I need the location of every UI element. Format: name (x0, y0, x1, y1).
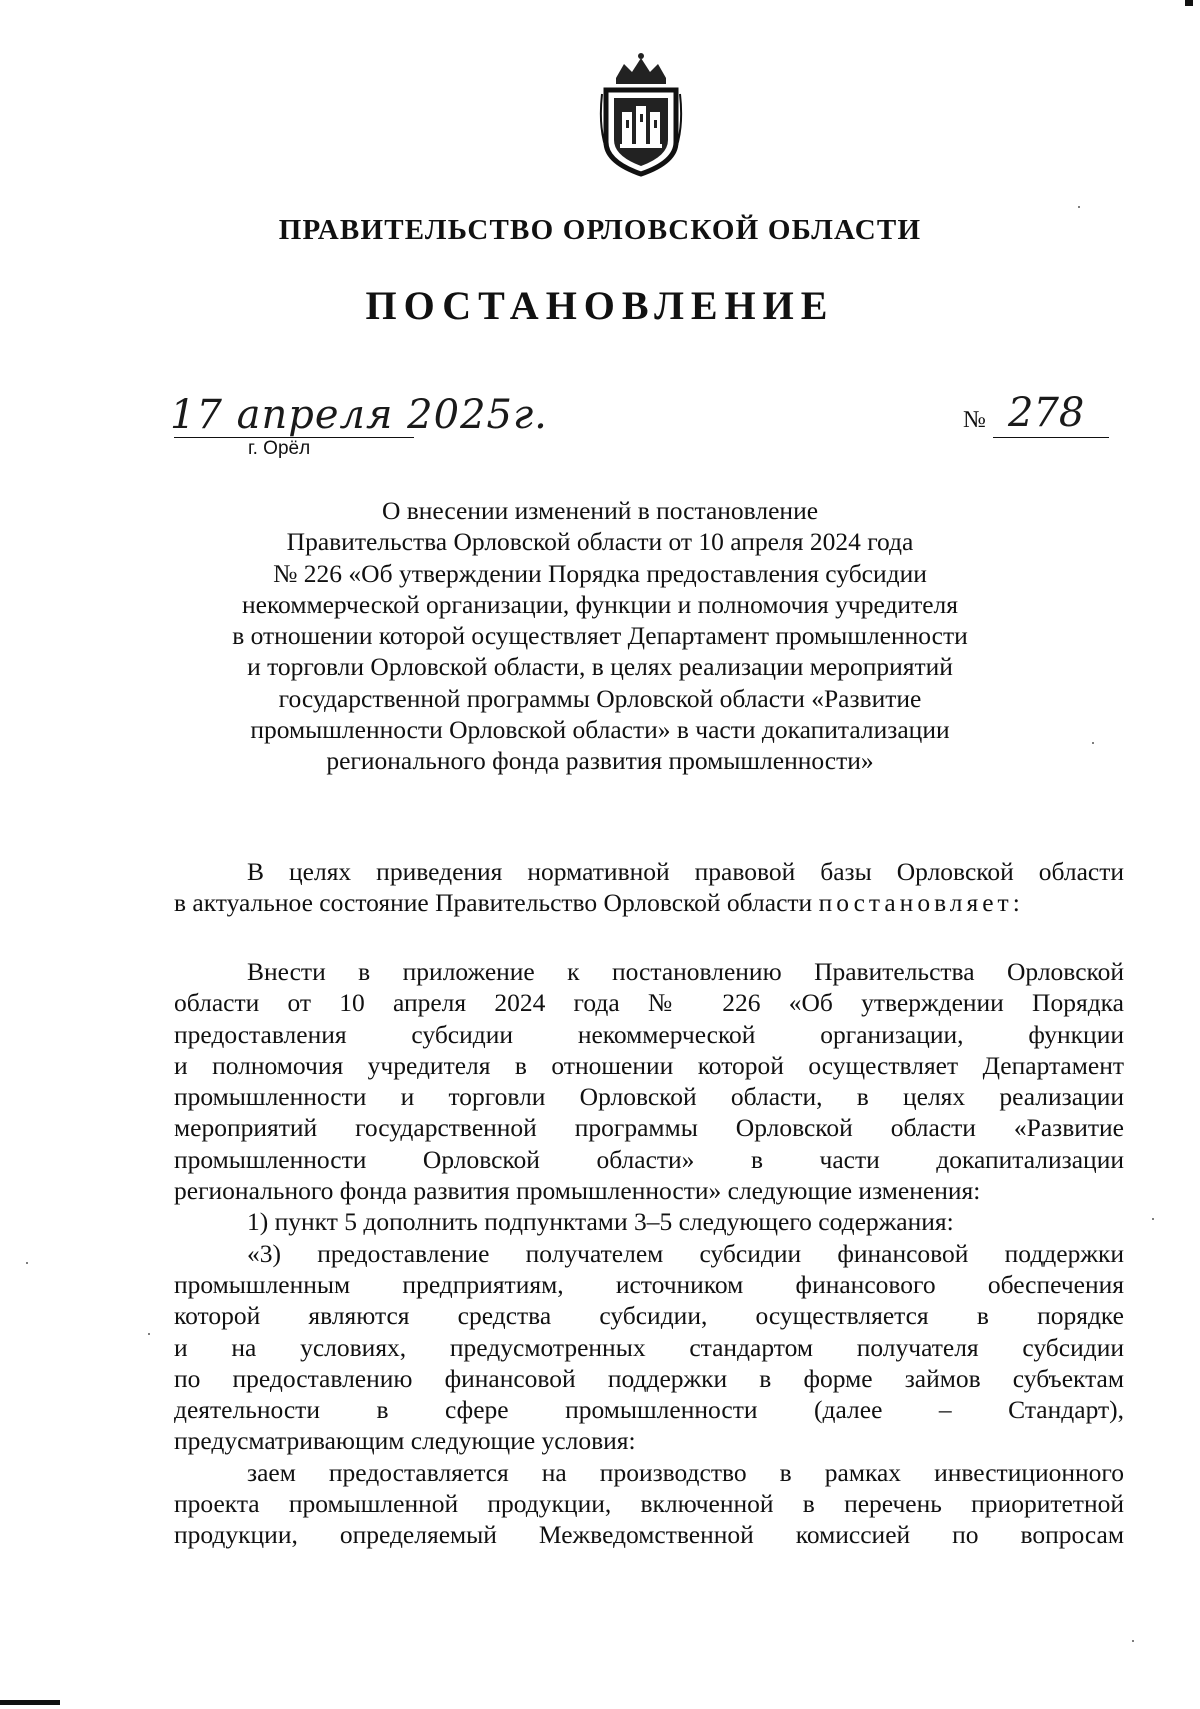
subject-line: О внесении изменений в постановление (381, 496, 819, 525)
subject-line: некоммерческой организации, функции и полномочия учредителя (242, 589, 958, 619)
body-line: Внести в приложение к постановлению Правительства Орловской (247, 957, 1124, 986)
subject-line: промышленности Орловской области» в части докапитализации (250, 715, 950, 745)
body-line: области от 10 апреля 2024 года № 226 «Об утверждении Порядка (174, 988, 1124, 1018)
scan-speck (1152, 1218, 1154, 1220)
body-line: которой являются средства субсидии, осуществляется в порядке (174, 1301, 1124, 1331)
preamble-line (174, 887, 1124, 918)
body-line: промышленности и торговли Орловской области, в целях реализации (174, 1082, 1124, 1112)
preamble-line: В целях приведения нормативной правовой базы Орловской области (247, 857, 1124, 886)
subject-line: № 226 «Об утверждении Порядка предоставления субсидии (273, 558, 927, 588)
handwritten-date: 17 апреля 2025г. (170, 392, 548, 438)
body-line: мероприятий государственной программы Орловской области «Развитие (174, 1113, 1124, 1143)
document-type-title: ПОСТАНОВЛЕНИЕ (365, 283, 835, 328)
decree-keyword: постановляет: (818, 888, 1024, 918)
body-line: предоставления субсидии некоммерческой организации, функции (174, 1019, 1124, 1049)
scan-speck (26, 1262, 28, 1264)
scan-edge-mark-bottom (0, 1700, 60, 1705)
body-line: проекта промышленной продукции, включенной в перечень приоритетной (174, 1489, 1124, 1519)
subject-line: в отношении которой осуществляет Департамент промышленности (232, 621, 968, 651)
number-underline (993, 437, 1109, 438)
body-line: предусматривающим следующие условия: (174, 1426, 636, 1456)
subject-line: регионального фонда развития промышленности» (326, 746, 874, 776)
scan-speck (1132, 1640, 1134, 1642)
document-subject (180, 495, 1020, 777)
decree-body (174, 956, 1124, 1551)
body-line: 1) пункт 5 дополнить подпунктами 3–5 следующего содержания: (247, 1207, 954, 1237)
subject-line: Правительства Орловской области от 10 апреля 2024 года (286, 527, 914, 557)
scan-speck (148, 1333, 150, 1335)
body-line: и полномочия учредителя в отношении которой осуществляет Департамент (174, 1050, 1124, 1080)
number-label: № (963, 407, 986, 433)
preamble-paragraph (174, 856, 1124, 919)
body-line: заем предоставляется на производство в рамках инвестиционного (247, 1457, 1124, 1487)
body-line: регионального фонда развития промышленности» следующие изменения: (174, 1176, 981, 1206)
body-line: «3) предоставление получателем субсидии финансовой поддержки (247, 1238, 1124, 1268)
subject-line: государственной программы Орловской области «Развитие (278, 683, 922, 713)
handwritten-number: 278 (1008, 390, 1085, 436)
city-label: г. Орёл (248, 438, 311, 459)
body-line: промышленным предприятиям, источником финансового обеспечения (174, 1269, 1124, 1299)
body-line: по предоставлению финансовой поддержки в форме займов субъектам (174, 1363, 1124, 1393)
body-line: промышленности Орловской области» в части докапитализации (174, 1144, 1124, 1174)
scan-speck (1092, 742, 1094, 744)
body-line: деятельности в сфере промышленности (далее – Стандарт), (174, 1395, 1124, 1425)
preamble-line-text: в актуальное состояние Правительство Орловской области (174, 888, 819, 918)
body-line: продукции, определяемый Межведомственной комиссией по вопросам (174, 1520, 1124, 1550)
subject-line: и торговли Орловской области, в целях реализации мероприятий (247, 652, 953, 682)
coat-of-arms-emblem (598, 50, 684, 178)
scan-edge-mark-top (1185, 0, 1193, 6)
scan-speck (1078, 206, 1080, 208)
organization-title: ПРАВИТЕЛЬСТВО ОРЛОВСКОЙ ОБЛАСТИ (278, 214, 922, 246)
body-line: и на условиях, предусмотренных стандартом получателя субсидии (174, 1332, 1124, 1362)
